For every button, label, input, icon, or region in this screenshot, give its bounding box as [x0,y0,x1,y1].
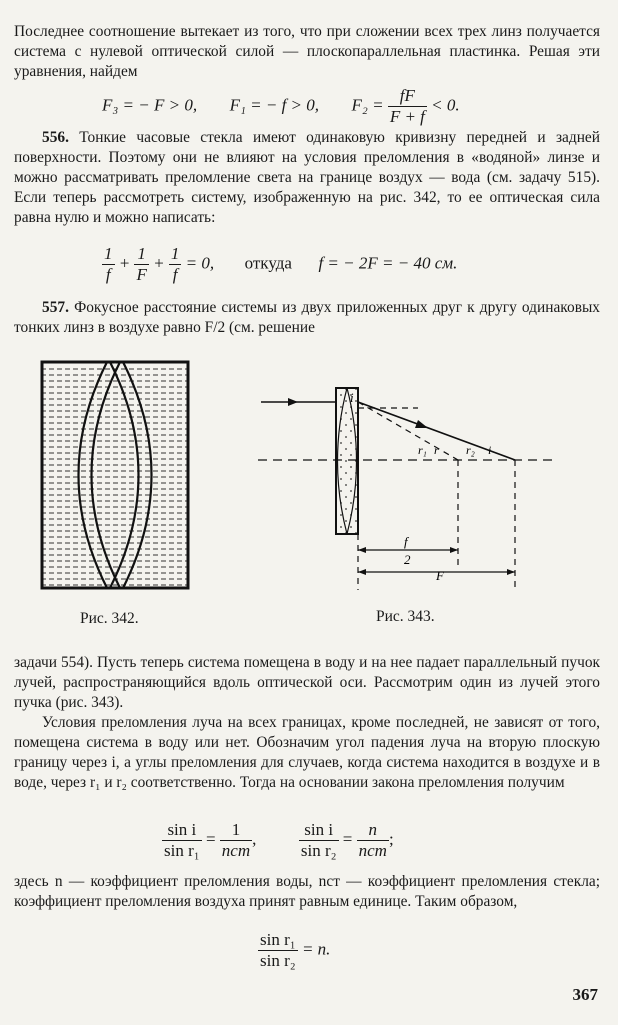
eq2-frac-2 [134,244,148,285]
equation-lens-powers [102,86,460,127]
eq2-n1: 1 [104,244,113,263]
eq1-numerator: fF [388,86,427,107]
eq3-mid2: = [342,829,353,849]
label-r1: r₁ [418,443,427,457]
equation-result [258,930,330,971]
eq1-a: F₃ = − F > 0, [102,95,198,115]
equation-zero-power: $\frac{1}{f}$ + $\frac{1}{F}$ + $\frac{1}{f}$ = 0, откуда f = − 2F = − 40 см. [104,244,458,284]
eq2-n2: 1 [134,244,148,265]
paragraph-intro: Последнее соотношение вытекает из того, что при сложении всех трех линз получается система с нулевой оптической силой — плоскопараллельная пластинка. Решая эти уравнения, найдем [14,23,600,80]
page-number: 367 [572,985,598,1004]
eq2-word: откуда [244,253,292,273]
eq2-tail: = 0, [185,253,215,273]
dim-arrow-1 [358,547,366,553]
lens-pair [336,388,358,534]
eq2-n3: 1 [170,244,180,263]
eq3-n2: 1 [220,820,252,841]
paragraph-556-text: Тонкие часовые стекла имеют одинаковую кривизну передней и задней поверхности. Поэтому они не влияют на условия преломления в «водяной» линзе и можно рассматривать преломление света на границе воздух — вода (см. задачу 515). Если теперь рассмотреть систему, изображенную на рис. 342, то ее оптическая сила равна нулю и можно написать: [14,129,600,226]
eq1-fraction [388,86,427,127]
eq2-frac-1 [102,244,115,285]
eq3-frac-3 [299,820,339,861]
eq3-d2: nст [221,841,251,860]
eq3-frac-2 [220,820,252,861]
label-r: r [434,443,439,457]
label-f-num: f [404,534,408,549]
eq1-c-lhs: F₂ = [351,95,384,115]
eq3-frac-1 [162,820,202,861]
label-i-2: i [488,443,492,457]
figure-343 [258,380,558,590]
eq2-d1: f [105,265,111,284]
eq4-rhs: = n. [301,939,331,959]
eq2-d2: F [136,265,147,284]
paragraph-conditions: Условия преломления луча на всех границах, кроме последней, не зависят от того, помещена система в воду или нет. Обозначим угол падения луча на вторую плоскую границу через i, а углы преломления для случаев, когда система находится в воздухе и в воде, через r₁ и r₂ соответственно. Тогда на основании закона преломления получим [14,714,600,791]
ray-arrow-2 [415,420,428,428]
paragraph-557-text: Фокусное расстояние системы из двух приложенных друг к другу одинаковых тонких линз в воздухе равно F/2 (см. решение [14,299,600,336]
eq2-d3: f [172,265,178,284]
eq2-result: f = − 2F = − 40 см. [318,253,458,273]
eq3-d4: nст [358,841,387,860]
eq3-d3: sin r₂ [300,841,337,860]
paragraph-here: здесь n — коэффициент преломления воды, nст — коэффициент преломления стекла; коэффициент преломления воздуха принят равным единице. Таким образом, [14,873,600,910]
eq3-frac-4 [357,820,389,861]
eq3-n3: sin i [299,820,339,841]
problem-number-557: 557. [42,299,69,316]
eq4-den: sin r₂ [260,951,296,970]
eq4-fraction [258,930,298,971]
eq3-mid1: = [205,829,216,849]
eq3-sep: , [252,829,257,849]
eq2-frac-3 [169,244,182,285]
equation-snell [162,820,394,861]
paragraph-556 [14,128,600,228]
label-F: F [436,568,444,583]
eq1-c-rhs: < 0. [431,95,460,115]
eq1-b: F₁ = − f > 0, [229,95,320,115]
problem-number-556: 556. [42,129,69,146]
eq3-n1: sin i [162,820,202,841]
ray-arrow [288,398,298,406]
caption-figure-343: Рис. 343. [376,608,435,625]
label-r2: r₂ [466,443,475,457]
eq4-num: sin r₁ [260,930,296,949]
dim-arrow-2 [450,547,458,553]
label-i: i [350,390,354,405]
eq1-denominator: F + f [389,107,425,126]
dim-arrow-3 [358,569,366,575]
eq3-d1: sin r₁ [164,841,200,860]
eq3-n4: n [357,820,389,841]
dim-arrow-4 [507,569,515,575]
paragraph-557 [14,298,600,338]
figure-342 [40,360,190,590]
paragraph-557-continued: задачи 554). Пусть теперь система помещена в воду и на нее падает параллельный пучок лучей, распространяющийся вдоль оптической оси. Рассмотрим один из лучей этого пучка (рис. 343). [14,654,600,711]
label-f-den: 2 [404,552,411,567]
eq3-end: ; [388,829,394,849]
caption-figure-342: Рис. 342. [80,610,139,627]
refracted-ray-air [358,402,458,460]
